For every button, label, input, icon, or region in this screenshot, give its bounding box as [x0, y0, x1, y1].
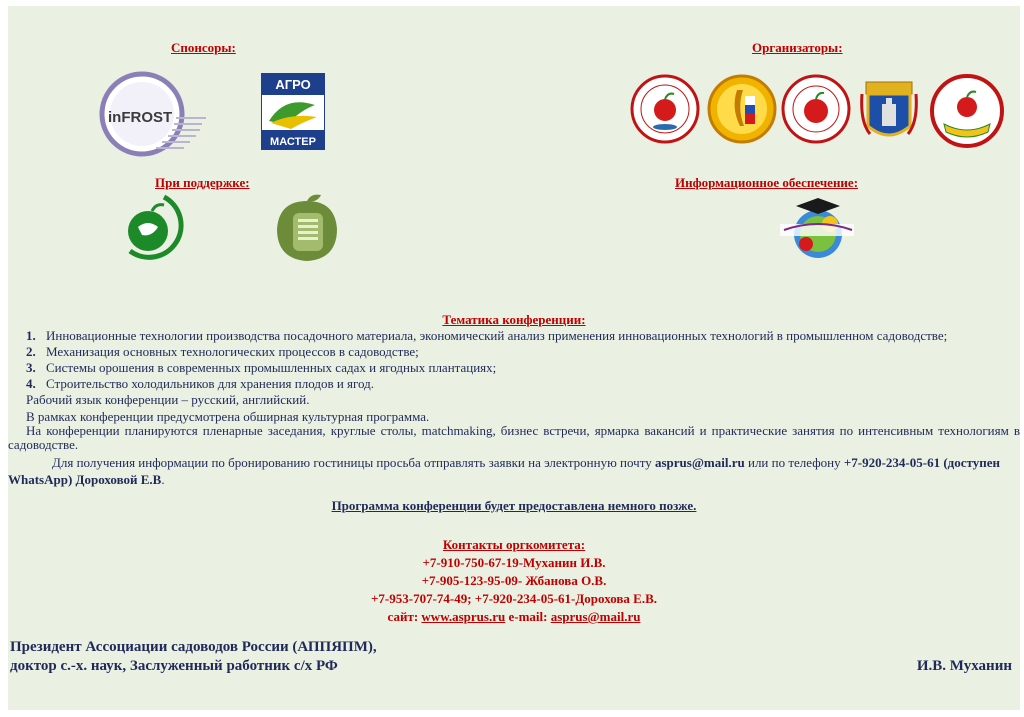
topics-section — [8, 312, 1020, 514]
hotel-end: . — [161, 472, 165, 487]
support-logo-2 — [271, 191, 343, 263]
topic-number: 1. — [26, 328, 36, 343]
topic-number: 4. — [26, 376, 36, 391]
topic-item-4 — [8, 376, 1020, 392]
info-logo — [774, 194, 858, 262]
hotel-text: Для получения информации по бронированию гостиницы просьба отправлять заявки на электронную почту — [52, 455, 655, 470]
hotel-email: asprus@mail.ru — [654, 455, 745, 470]
support-header: При поддержке: — [155, 175, 250, 190]
program-note: Программа конференции будет предоставлена немного позже. — [331, 498, 697, 513]
organizer-logo-3 — [781, 74, 851, 144]
agro-bottom-text: МАСТЕР — [270, 136, 316, 148]
topic-item-1 — [8, 328, 1020, 344]
topic-item-3 — [8, 360, 1020, 376]
topic-text: Системы орошения в современных промышленных садах и ягодных плантациях; — [46, 360, 497, 375]
topic-text: Строительство холодильников для хранения плодов и ягод. — [46, 376, 375, 391]
topic-text: Инновационные технологии производства посадочного материала, экономический анализ применения инновационных технологий в промышленном садоводстве; — [46, 328, 948, 343]
info-header: Информационное обеспечение: — [675, 175, 859, 190]
infrost-logo-text: inFROST — [108, 109, 173, 126]
hotel-line — [8, 454, 1020, 488]
contacts-section — [8, 536, 1020, 626]
topic-item-2 — [8, 344, 1020, 360]
site-label: сайт: — [387, 609, 422, 624]
signature — [10, 638, 1012, 676]
infrost-logo — [98, 70, 208, 160]
signature-name: И.В. Муханин — [916, 658, 1012, 674]
contact-web-line — [8, 608, 1020, 626]
sponsors-header: Спонсоры: — [171, 40, 236, 55]
culture-line: В рамках конференции предусмотрена обширная культурная программа. — [26, 409, 430, 424]
organizers-header: Организаторы: — [752, 40, 843, 55]
hotel-phone: +7-920-234-05-61 (доступен WhatsApp) Дороховой Е.В — [8, 455, 1000, 487]
format-line: На конференции планируются пленарные заседания, круглые столы, matchmaking, бизнес встречи, ярмарка вакансий и практические занятия по интенсивным технологиям в садоводстве. — [8, 423, 1020, 452]
topic-text: Механизация основных технологических процессов в садоводстве; — [46, 344, 419, 359]
organizer-logo-coat-of-arms — [860, 74, 918, 148]
contact-line-3: +7-953-707-74-49; +7-920-234-05-61-Дорохова Е.В. — [371, 591, 657, 606]
contact-line-1: +7-910-750-67-19-Муханин И.В. — [422, 555, 606, 570]
topic-number: 2. — [26, 344, 36, 359]
contact-line-2: +7-905-123-95-09- Жбанова О.В. — [421, 573, 607, 588]
email-link[interactable]: asprus@mail.ru — [550, 609, 641, 624]
organizer-logo-2 — [707, 74, 777, 144]
email-label: e-mail: — [505, 609, 551, 624]
contacts-title: Контакты оргкомитета: — [442, 537, 586, 552]
organizer-logo-1 — [630, 74, 700, 144]
organizer-logo-usadba — [930, 74, 1004, 148]
signature-line-2: доктор с.-х. наук, Заслуженный работник с/х РФ — [10, 658, 338, 674]
page — [8, 6, 1020, 710]
signature-line-1: Президент Ассоциации садоводов России (АППЯПМ), — [10, 639, 377, 655]
hotel-mid-text: или по телефону — [744, 455, 844, 470]
topic-number: 3. — [26, 360, 36, 375]
agro-top-text: АГРО — [275, 77, 311, 92]
language-line: Рабочий язык конференции – русский, английский. — [26, 392, 310, 407]
agromaster-logo — [261, 73, 325, 150]
site-link[interactable]: www.asprus.ru — [421, 609, 506, 624]
support-logo-1 — [116, 193, 194, 263]
topics-title: Тематика конференции: — [442, 312, 586, 327]
